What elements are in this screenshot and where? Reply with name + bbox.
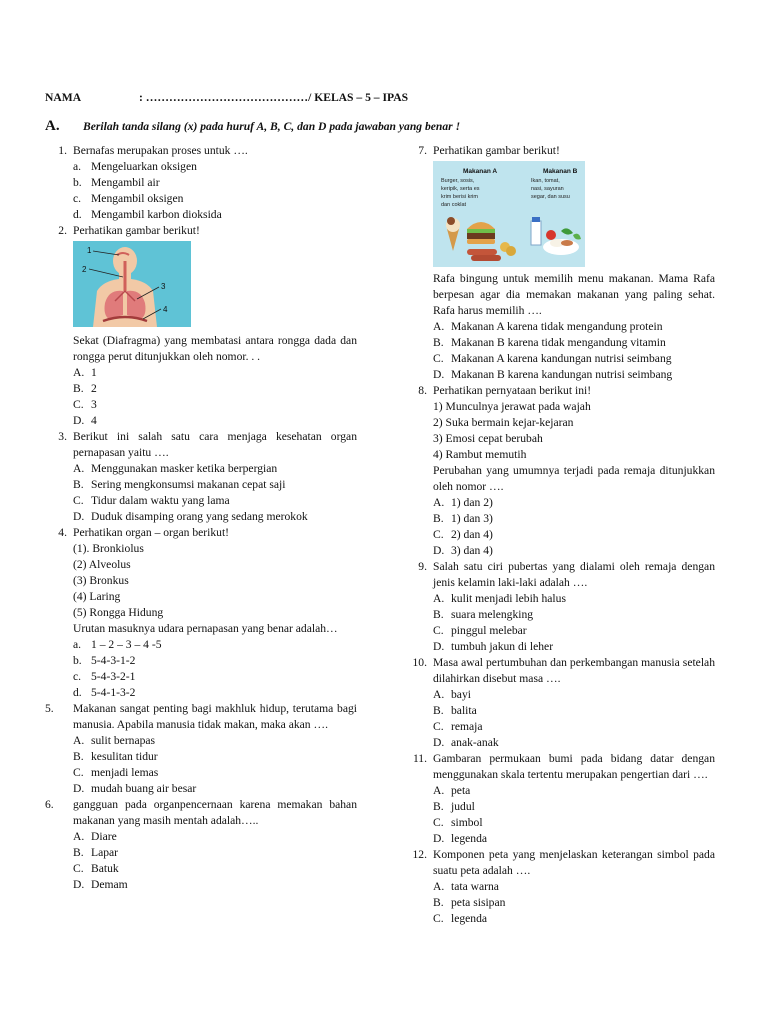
option-letter: D. bbox=[433, 736, 445, 749]
option-list bbox=[433, 495, 715, 559]
option[interactable] bbox=[433, 879, 715, 895]
student-header bbox=[45, 90, 408, 106]
option-list bbox=[73, 733, 357, 797]
option-letter: D. bbox=[73, 782, 85, 795]
question-number: 4. bbox=[58, 526, 67, 539]
question-stem: Makanan sangat penting bagi makhluk hidup, terutama bagi manusia. Apabila manusia tidak makan, maka akan …. bbox=[73, 702, 357, 731]
option-text: tata warna bbox=[451, 880, 499, 893]
question-stem-continued: Perubahan yang umumnya terjadi pada remaja ditunjukkan oleh nomor …. bbox=[433, 464, 715, 493]
option-text: Demam bbox=[91, 878, 128, 891]
option-list bbox=[73, 829, 357, 893]
option-letter: B. bbox=[433, 800, 444, 813]
question-stem: gangguan pada organpencernaan karena memakan bahan makanan yang masih mentah adalah….. bbox=[73, 798, 357, 827]
option[interactable] bbox=[433, 591, 715, 607]
option-letter: B. bbox=[433, 512, 444, 525]
question-9 bbox=[405, 559, 715, 655]
question-stem-continued: Rafa bingung untuk memilih menu makanan. Mama Rafa berpesan agar dia memakan makanan yang paling sehat. Rafa harus memilih …. bbox=[433, 272, 715, 317]
option-letter: A. bbox=[433, 592, 445, 605]
option-text: legenda bbox=[451, 912, 488, 925]
option[interactable] bbox=[73, 207, 357, 223]
option-text: Makanan A karena kandungan nutrisi seimbang bbox=[451, 352, 672, 365]
option[interactable] bbox=[73, 461, 357, 477]
question-12 bbox=[405, 847, 715, 927]
option-letter: B. bbox=[73, 382, 84, 395]
option-letter: b. bbox=[73, 176, 82, 189]
option-text: balita bbox=[451, 704, 477, 717]
option-text: 4 bbox=[91, 414, 97, 427]
question-6 bbox=[45, 797, 357, 893]
option[interactable] bbox=[433, 543, 715, 559]
option-text: 1) dan 2) bbox=[451, 496, 493, 509]
option-text: bayi bbox=[451, 688, 471, 701]
option-letter: B. bbox=[433, 336, 444, 349]
option-text: Mengambil air bbox=[91, 176, 160, 189]
option-text: Makanan B karena kandungan nutrisi seimbang bbox=[451, 368, 673, 381]
option-letter: A. bbox=[433, 320, 445, 333]
option-letter: C. bbox=[433, 720, 444, 733]
option-letter: A. bbox=[433, 688, 445, 701]
option-text: judul bbox=[451, 800, 475, 813]
option-text: pinggul melebar bbox=[451, 624, 527, 637]
option-letter: b. bbox=[73, 654, 82, 667]
option-text: tumbuh jakun di leher bbox=[451, 640, 554, 653]
option-letter: B. bbox=[73, 750, 84, 763]
option-text: Mengambil karbon dioksida bbox=[91, 208, 222, 221]
option[interactable] bbox=[433, 335, 715, 351]
option-text: 3 bbox=[91, 398, 97, 411]
statement-item: 2) Suka bermain kejar-kejaran bbox=[433, 416, 574, 429]
option-letter: C. bbox=[433, 816, 444, 829]
option-text: anak-anak bbox=[451, 736, 499, 749]
option-text: 5-4-1-3-2 bbox=[91, 686, 136, 699]
option[interactable] bbox=[73, 191, 357, 207]
question-number: 8. bbox=[418, 384, 427, 397]
option[interactable] bbox=[73, 861, 357, 877]
option-letter: c. bbox=[73, 192, 82, 205]
option-text: Makanan B karena tidak mengandung vitamin bbox=[451, 336, 666, 349]
option[interactable] bbox=[433, 815, 715, 831]
option-letter: B. bbox=[433, 704, 444, 717]
organ-item: (2) Alveolus bbox=[73, 558, 131, 571]
option-letter: A. bbox=[73, 830, 85, 843]
option-letter: A. bbox=[73, 366, 85, 379]
option-letter: a. bbox=[73, 638, 82, 651]
option-list bbox=[433, 879, 715, 927]
option-text: Diare bbox=[91, 830, 117, 843]
option-text: kulit menjadi lebih halus bbox=[451, 592, 566, 605]
option-list bbox=[433, 687, 715, 751]
statement-item: 3) Emosi cepat berubah bbox=[433, 432, 543, 445]
option-text: kesulitan tidur bbox=[91, 750, 158, 763]
organ-item: (3) Bronkus bbox=[73, 574, 129, 587]
option[interactable] bbox=[433, 367, 715, 383]
option-text: legenda bbox=[451, 832, 488, 845]
figure-label: 3 bbox=[161, 282, 166, 291]
option[interactable] bbox=[73, 669, 357, 685]
option-letter: D. bbox=[433, 832, 445, 845]
option-list bbox=[73, 461, 357, 525]
option-letter: D. bbox=[73, 414, 85, 427]
question-stem-continued: Urutan masuknya udara pernapasan yang benar adalah… bbox=[73, 622, 338, 635]
option-letter: A. bbox=[73, 462, 85, 475]
option-letter: D. bbox=[73, 878, 85, 891]
question-number: 1. bbox=[58, 144, 67, 157]
section-letter: A. bbox=[45, 118, 60, 134]
question-10 bbox=[405, 655, 715, 751]
food-a-line: dan coklat bbox=[441, 202, 467, 208]
option[interactable] bbox=[73, 845, 357, 861]
option-letter: a. bbox=[73, 160, 82, 173]
statement-item: 4) Rambut memutih bbox=[433, 448, 527, 461]
option-letter: d. bbox=[73, 686, 82, 699]
food-a-line: krim berisi krim bbox=[441, 194, 478, 200]
option-text: peta sisipan bbox=[451, 896, 506, 909]
organ-item: (4) Laring bbox=[73, 590, 121, 603]
right-column bbox=[405, 143, 715, 927]
option-list bbox=[73, 365, 357, 429]
statement-item: 1) Munculnya jerawat pada wajah bbox=[433, 400, 591, 413]
option[interactable] bbox=[433, 607, 715, 623]
option-text: simbol bbox=[451, 816, 483, 829]
option[interactable] bbox=[73, 477, 357, 493]
option-letter: B. bbox=[73, 846, 84, 859]
option-letter: B. bbox=[433, 896, 444, 909]
option-text: Tidur dalam waktu yang lama bbox=[91, 494, 230, 507]
option-text: Sering mengkonsumsi makanan cepat saji bbox=[91, 478, 286, 491]
figure-label: 4 bbox=[163, 305, 168, 314]
question-number: 7. bbox=[418, 144, 427, 157]
question-stem: Berikut ini salah satu cara menjaga kesehatan organ pernapasan yaitu …. bbox=[73, 430, 357, 459]
option-letter: C. bbox=[73, 766, 84, 779]
option-text: 2 bbox=[91, 382, 97, 395]
option-letter: B. bbox=[73, 478, 84, 491]
option-text: Menggunakan masker ketika berpergian bbox=[91, 462, 278, 475]
question-number: 9. bbox=[418, 560, 427, 573]
option-list bbox=[433, 591, 715, 655]
option[interactable] bbox=[433, 735, 715, 751]
question-4 bbox=[45, 525, 357, 701]
option[interactable] bbox=[433, 895, 715, 911]
organ-item: (1). Bronkiolus bbox=[73, 542, 144, 555]
option-letter: B. bbox=[433, 608, 444, 621]
question-stem: Bernafas merupakan proses untuk …. bbox=[73, 144, 248, 157]
question-2 bbox=[45, 223, 357, 429]
option[interactable] bbox=[433, 527, 715, 543]
option-text: menjadi lemas bbox=[91, 766, 159, 779]
option-text: Lapar bbox=[91, 846, 119, 859]
food-b-line: Ikan, tomat, bbox=[531, 178, 560, 184]
question-number: 6. bbox=[45, 798, 54, 811]
option[interactable] bbox=[73, 781, 357, 797]
question-stem: Perhatikan organ – organ berikut! bbox=[73, 526, 230, 539]
option-letter: A. bbox=[433, 784, 445, 797]
option[interactable] bbox=[73, 159, 357, 175]
option-text: remaja bbox=[451, 720, 483, 733]
food-a-line: Burger, sosis, bbox=[441, 178, 475, 184]
option-list bbox=[73, 159, 357, 223]
option[interactable] bbox=[73, 175, 357, 191]
option-text: mudah buang air besar bbox=[91, 782, 197, 795]
question-stem: Gambaran permukaan bumi pada bidang datar dengan menggunakan skala tertentu merupakan pengertian dari …. bbox=[433, 752, 715, 781]
question-1 bbox=[45, 143, 357, 223]
option-letter: C. bbox=[73, 862, 84, 875]
option[interactable] bbox=[433, 319, 715, 335]
option[interactable] bbox=[73, 509, 357, 525]
food-a-title: Makanan A bbox=[463, 168, 498, 175]
question-stem: Perhatikan gambar berikut! bbox=[73, 224, 200, 237]
food-comparison-figure bbox=[433, 161, 715, 267]
option-text: Batuk bbox=[91, 862, 119, 875]
food-b-title: Makanan B bbox=[543, 168, 578, 175]
question-number: 2. bbox=[58, 224, 67, 237]
option-text: 5-4-3-1-2 bbox=[91, 654, 136, 667]
option[interactable] bbox=[433, 623, 715, 639]
question-stem: Perhatikan pernyataan berikut ini! bbox=[433, 384, 592, 397]
name-label: NAMA bbox=[45, 91, 82, 104]
option[interactable] bbox=[73, 829, 357, 845]
option-text: 2) dan 4) bbox=[451, 528, 493, 541]
question-7 bbox=[405, 143, 715, 383]
option-letter: C. bbox=[433, 528, 444, 541]
option-text: suara melengking bbox=[451, 608, 534, 621]
question-stem: Masa awal pertumbuhan dan perkembangan manusia setelah dilahirkan disebut masa …. bbox=[433, 656, 715, 685]
option[interactable] bbox=[73, 397, 357, 413]
option-list bbox=[433, 783, 715, 847]
option[interactable] bbox=[73, 381, 357, 397]
question-8 bbox=[405, 383, 715, 559]
option-text: 5-4-3-2-1 bbox=[91, 670, 136, 683]
option-text: Mengambil oksigen bbox=[91, 192, 184, 205]
option-letter: C. bbox=[73, 398, 84, 411]
option-letter: D. bbox=[433, 544, 445, 557]
question-3 bbox=[45, 429, 357, 525]
question-stem: Perhatikan gambar berikut! bbox=[433, 144, 560, 157]
option[interactable] bbox=[433, 703, 715, 719]
question-number: 5. bbox=[45, 702, 54, 715]
option-letter: A. bbox=[433, 496, 445, 509]
food-a-line: keripik, serta es bbox=[441, 186, 480, 192]
option[interactable] bbox=[433, 783, 715, 799]
food-diagram bbox=[433, 161, 585, 267]
option-letter: C. bbox=[433, 912, 444, 925]
organ-item: (5) Rongga Hidung bbox=[73, 606, 164, 619]
figure-label: 2 bbox=[82, 265, 87, 274]
option[interactable] bbox=[433, 639, 715, 655]
option[interactable] bbox=[433, 351, 715, 367]
option[interactable] bbox=[73, 637, 357, 653]
figure-label: 1 bbox=[87, 246, 92, 255]
section-instruction bbox=[45, 118, 460, 135]
option-letter: A. bbox=[73, 734, 85, 747]
question-stem: Salah satu ciri pubertas yang dialami oleh remaja dengan jenis kelamin laki-laki adalah …. bbox=[433, 560, 715, 589]
option-letter: C. bbox=[433, 352, 444, 365]
respiratory-system-figure bbox=[73, 241, 357, 327]
option-text: Makanan A karena tidak mengandung protein bbox=[451, 320, 663, 333]
question-number: 12. bbox=[412, 848, 427, 861]
option-text: 1 – 2 – 3 – 4 -5 bbox=[91, 638, 162, 651]
option-text: sulit bernapas bbox=[91, 734, 156, 747]
option-letter: c. bbox=[73, 670, 82, 683]
question-stem: Komponen peta yang menjelaskan keterangan simbol pada suatu peta adalah …. bbox=[433, 848, 715, 877]
question-11 bbox=[405, 751, 715, 847]
option-letter: D. bbox=[73, 510, 85, 523]
option[interactable] bbox=[73, 413, 357, 429]
option-text: 1 bbox=[91, 366, 97, 379]
option[interactable] bbox=[73, 765, 357, 781]
option-letter: d. bbox=[73, 208, 82, 221]
option-text: peta bbox=[451, 784, 471, 797]
option-letter: C. bbox=[73, 494, 84, 507]
question-stem-continued: Sekat (Diafragma) yang membatasi antara rongga dada dan rongga perut ditunjukkan oleh nomor. . . bbox=[73, 334, 357, 363]
question-number: 11. bbox=[412, 752, 427, 765]
option[interactable] bbox=[433, 911, 715, 927]
option-text: Duduk disamping orang yang sedang merokok bbox=[91, 510, 308, 523]
question-5 bbox=[45, 701, 357, 797]
respiratory-diagram bbox=[73, 241, 191, 327]
option[interactable] bbox=[73, 685, 357, 701]
option[interactable] bbox=[433, 831, 715, 847]
option-text: 1) dan 3) bbox=[451, 512, 493, 525]
question-number: 3. bbox=[58, 430, 67, 443]
option[interactable] bbox=[73, 493, 357, 509]
option[interactable] bbox=[433, 687, 715, 703]
question-number: 10. bbox=[412, 656, 427, 669]
option[interactable] bbox=[433, 511, 715, 527]
option[interactable] bbox=[73, 749, 357, 765]
food-b-line: segar, dan susu bbox=[531, 194, 570, 200]
option[interactable] bbox=[73, 653, 357, 669]
option-letter: D. bbox=[433, 368, 445, 381]
option-list bbox=[73, 637, 357, 701]
option-list bbox=[433, 319, 715, 383]
option[interactable] bbox=[433, 799, 715, 815]
option-text: 3) dan 4) bbox=[451, 544, 493, 557]
option-letter: C. bbox=[433, 624, 444, 637]
option[interactable] bbox=[433, 495, 715, 511]
option-text: Mengeluarkan oksigen bbox=[91, 160, 197, 173]
option-letter: A. bbox=[433, 880, 445, 893]
option[interactable] bbox=[433, 719, 715, 735]
option-letter: D. bbox=[433, 640, 445, 653]
option[interactable] bbox=[73, 365, 357, 381]
option[interactable] bbox=[73, 877, 357, 893]
food-b-line: nasi, sayuran bbox=[531, 186, 564, 192]
name-class-field: : ……………………………………/ KELAS – 5 – IPAS bbox=[139, 91, 409, 104]
option[interactable] bbox=[73, 733, 357, 749]
instruction-text: Berilah tanda silang (x) pada huruf A, B, C, dan D pada jawaban yang benar ! bbox=[83, 120, 461, 133]
left-column bbox=[45, 143, 357, 893]
